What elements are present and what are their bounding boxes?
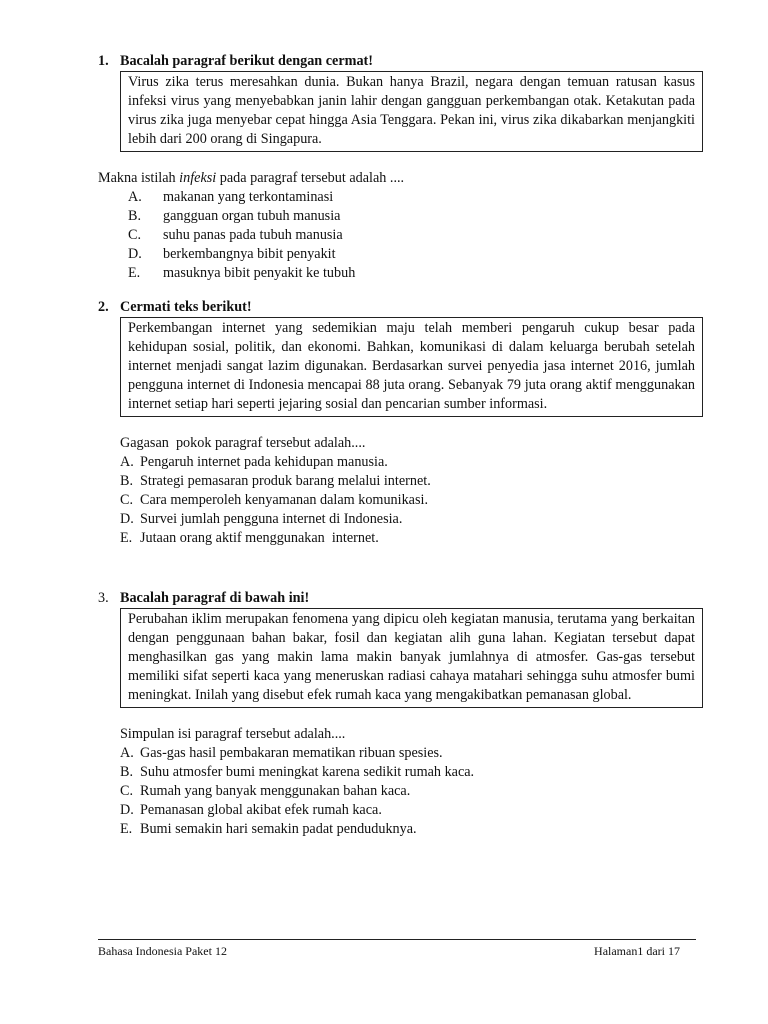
option-a: A. makanan yang terkontaminasi xyxy=(128,189,334,205)
option-a: A. Pengaruh internet pada kehidupan manusia. xyxy=(120,454,388,470)
option-e: E. Jutaan orang aktif menggunakan internet. xyxy=(120,530,379,546)
question-2-passage: Perkembangan internet yang sedemikian maju telah memberi pengaruh cukup besar pada kehidupan sosial, politik, dan ekonomi. Bahkan, komunikasi di dalam keluarga berubah setelah internet menjadi sangat lazim digunakan. Berdasarkan survei penyedia jasa internet 2016, jumlah pengguna internet di Indonesia mencapai 88 juta orang. Sebanyak 79 juta orang aktif menggunakan internet setiap hari seperti jejaring sosial dan pencarian sumber informasi. xyxy=(120,317,703,417)
option-b: B. gangguan organ tubuh manusia xyxy=(128,208,341,224)
question-1-prompt: Makna istilah infeksi pada paragraf tersebut adalah .... xyxy=(98,170,405,186)
page-footer xyxy=(98,943,680,959)
option-b: B. Strategi pemasaran produk barang melalui internet. xyxy=(120,473,431,489)
option-c: C. Cara memperoleh kenyamanan dalam komunikasi. xyxy=(120,492,428,508)
option-d: D. Pemanasan global akibat efek rumah kaca. xyxy=(120,802,382,818)
option-d: D. Survei jumlah pengguna internet di Indonesia. xyxy=(120,511,403,527)
question-3 xyxy=(98,589,703,839)
question-3-options xyxy=(120,744,703,839)
question-2-prompt: Gagasan pokok paragraf tersebut adalah.... xyxy=(120,435,366,451)
option-c: C. suhu panas pada tubuh manusia xyxy=(128,227,343,243)
question-1-passage: Virus zika terus meresahkan dunia. Bukan hanya Brazil, negara dengan temuan ratusan kasus infeksi virus yang menyebabkan janin lahir dengan gangguan perkembangan otak. Ketakutan pada virus zika juga menyebar cepat hingga Asia Tenggara. Pekan ini, virus zika dikabarkan menjangkiti lebih dari 200 orang di Singapura. xyxy=(120,71,703,152)
option-d: D. berkembangnya bibit penyakit xyxy=(128,246,336,262)
question-2-options xyxy=(120,453,703,548)
footer-subject: Bahasa Indonesia Paket 12 xyxy=(98,944,227,958)
footer-page-number: Halaman1 dari 17 xyxy=(594,944,680,958)
option-c: C. Rumah yang banyak menggunakan bahan kaca. xyxy=(120,783,411,799)
option-b: B. Suhu atmosfer bumi meningkat karena sedikit rumah kaca. xyxy=(120,764,475,780)
question-2 xyxy=(98,298,703,548)
question-2-title: 2. Cermati teks berikut! xyxy=(98,299,252,315)
question-1-options xyxy=(128,188,703,283)
question-3-passage: Perubahan iklim merupakan fenomena yang dipicu oleh kegiatan manusia, terutama yang berkaitan dengan penggunaan bahan bakar, fosil dan kegiatan alih guna lahan. Kegiatan tersebut dapat menghasilkan gas yang makin lama makin banyak jumlahnya di atmosfer. Gas-gas tersebut memiliki sifat seperti kaca yang meneruskan radiasi cahaya matahari sehingga suhu atmosfer bumi meningkat. Inilah yang disebut efek rumah kaca yang mengakibatkan pemanasan global. xyxy=(120,608,703,708)
option-a: A. Gas-gas hasil pembakaran mematikan ribuan spesies. xyxy=(120,745,443,761)
footer-divider xyxy=(98,939,696,940)
question-3-prompt: Simpulan isi paragraf tersebut adalah.... xyxy=(120,726,346,742)
question-1 xyxy=(98,52,703,283)
question-3-title: 3. Bacalah paragraf di bawah ini! xyxy=(98,590,310,606)
option-e: E. masuknya bibit penyakit ke tubuh xyxy=(128,265,356,281)
question-1-title: 1. Bacalah paragraf berikut dengan cermat! xyxy=(98,53,373,69)
option-e: E. Bumi semakin hari semakin padat penduduknya. xyxy=(120,821,417,837)
